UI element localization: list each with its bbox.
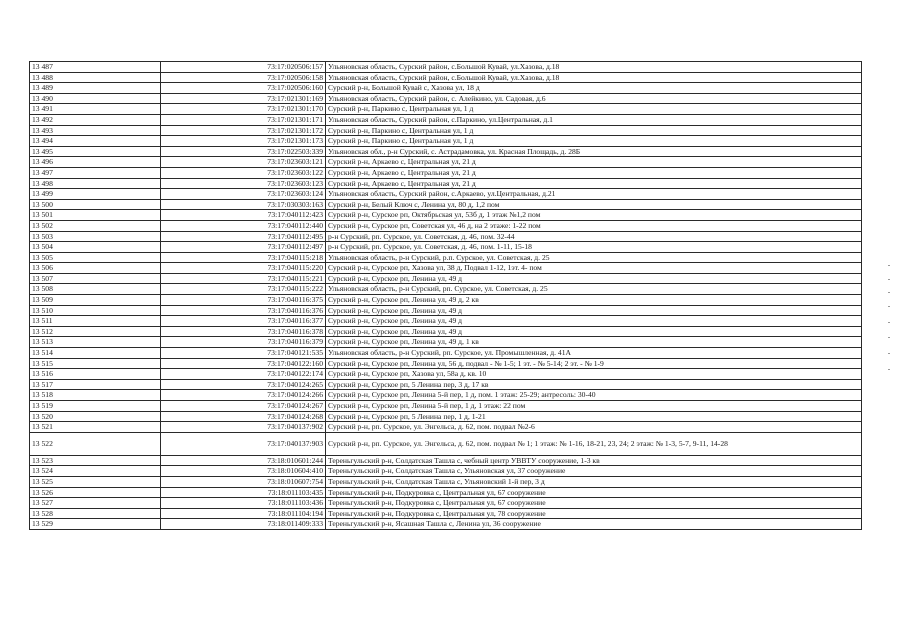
table-row	[30, 326, 862, 337]
record-number-cell: 13 499	[30, 189, 161, 200]
address-cell: Сурский р-н, Сурское рп, Ленина ул, 49 д, 1 кв	[326, 337, 862, 348]
address-cell: Ульяновская область, р-н Сурский, рп. Сурское, ул. Промышленная, д. 41А	[326, 348, 862, 359]
address-cell: Сурский р-н, Сурское рп, Хазова ул, 58а д, кв. 10	[326, 369, 862, 380]
cadastral-number-cell: 73:17:021301:169	[161, 93, 326, 104]
record-number-cell: 13 505	[30, 252, 161, 263]
cadastral-number-cell: 73:17:040116:378	[161, 326, 326, 337]
table-row	[30, 72, 862, 83]
record-number-cell: 13 506	[30, 263, 161, 274]
address-cell: Ульяновская область, Сурский район, с.Большой Кувай, ул.Хазова, д.18	[326, 72, 862, 83]
record-number-cell: 13 497	[30, 167, 161, 178]
record-number-cell: 13 523	[30, 455, 161, 466]
record-number-cell: 13 525	[30, 476, 161, 487]
table-row	[30, 348, 862, 359]
cadastral-number-cell: 73:17:023603:121	[161, 157, 326, 168]
cadastral-number-cell: 73:17:040124:266	[161, 390, 326, 401]
address-cell: Тереньгульский р-н, Подкуровка с, Центральная ул, 67 сооружение	[326, 498, 862, 509]
table-row	[30, 157, 862, 168]
table-row	[30, 466, 862, 477]
cadastral-number-cell: 73:17:040112:423	[161, 210, 326, 221]
property-register-table	[29, 61, 862, 530]
table-row	[30, 295, 862, 306]
address-cell: Сурский р-н, Сурское рп, Ленина ул, 49 д	[326, 326, 862, 337]
record-number-cell: 13 495	[30, 146, 161, 157]
address-cell: Сурский р-н, Сурское рп, Ленина 5-й пер, 1 д, пом. 1 этаж: 25-29; антресоль: 30-40	[326, 390, 862, 401]
record-number-cell: 13 487	[30, 62, 161, 73]
record-number-cell: 13 520	[30, 411, 161, 422]
address-cell: Тереньгульский р-н, Солдатская Ташла с, Ульяновский 1-й пер, 3 д	[326, 476, 862, 487]
cadastral-number-cell: 73:17:040115:221	[161, 273, 326, 284]
cadastral-number-cell: 73:17:023603:123	[161, 178, 326, 189]
record-number-cell: 13 498	[30, 178, 161, 189]
table-row	[30, 83, 862, 94]
table-row	[30, 411, 862, 422]
table-row	[30, 199, 862, 210]
record-number-cell: 13 513	[30, 337, 161, 348]
cadastral-number-cell: 73:17:030303:163	[161, 199, 326, 210]
cadastral-number-cell: 73:17:040137:902	[161, 422, 326, 433]
cadastral-number-cell: 73:17:021301:170	[161, 104, 326, 115]
cadastral-number-cell: 73:17:040122:160	[161, 358, 326, 369]
cadastral-number-cell: 73:17:040116:377	[161, 316, 326, 327]
address-cell: р-н Сурский, рп. Сурское, ул. Советская, д. 46, пом. 1-11, 15-18	[326, 242, 862, 253]
cadastral-number-cell: 73:17:040112:440	[161, 220, 326, 231]
table-row	[30, 62, 862, 73]
record-number-cell: 13 492	[30, 114, 161, 125]
address-cell: Сурский р-н, Сурское рп, Ленина ул, 49 д	[326, 273, 862, 284]
table-row	[30, 231, 862, 242]
address-cell: Ульяновская обл., р-н Сурский, с. Астрадамовка, ул. Красная Площадь, д. 28Б	[326, 146, 862, 157]
address-cell: Сурский р-н, Сурское рп, Ленина ул, 56 д, подвал - № 1-5; 1 эт. - № 5-14; 2 эт. - № 1-9	[326, 358, 862, 369]
address-cell: Сурский р-н, Сурское рп, 5 Ленина пер, 3 д, 17 кв	[326, 379, 862, 390]
address-cell: Сурский р-н, Сурское рп, Хазова ул, 38 д, Подвал 1-12, 1эт. 4- пом	[326, 263, 862, 274]
record-number-cell: 13 491	[30, 104, 161, 115]
cadastral-number-cell: 73:18:011103:435	[161, 487, 326, 498]
record-number-cell: 13 511	[30, 316, 161, 327]
record-number-cell: 13 490	[30, 93, 161, 104]
address-cell: Ульяновская область, р-н Сурский, рп. Сурское, ул. Советская, д. 25	[326, 284, 862, 295]
cadastral-number-cell: 73:17:040116:379	[161, 337, 326, 348]
address-cell: Сурский р-н, Паркино с, Центральная ул, 1 д	[326, 136, 862, 147]
record-number-cell: 13 508	[30, 284, 161, 295]
record-number-cell: 13 510	[30, 305, 161, 316]
address-cell: р-н Сурский, рп. Сурское, ул. Советская, д. 46, пом. 32-44	[326, 231, 862, 242]
cadastral-number-cell: 73:17:040137:903	[161, 432, 326, 455]
table-row	[30, 390, 862, 401]
cadastral-number-cell: 73:17:023603:122	[161, 167, 326, 178]
record-number-cell: 13 522	[30, 432, 161, 455]
table-row	[30, 178, 862, 189]
address-cell: Тереньгульский р-н, Ясашная Ташла с, Ленина ул, 36 сооружение	[326, 519, 862, 530]
address-cell: Сурский р-н, Аркаево с, Центральная ул, 21 д	[326, 157, 862, 168]
record-number-cell: 13 488	[30, 72, 161, 83]
table-row	[30, 337, 862, 348]
cadastral-number-cell: 73:18:010604:410	[161, 466, 326, 477]
record-number-cell: 13 524	[30, 466, 161, 477]
table-row	[30, 189, 862, 200]
cadastral-number-cell: 73:18:011103:436	[161, 498, 326, 509]
register-rows	[30, 62, 862, 530]
cadastral-number-cell: 73:17:040115:222	[161, 284, 326, 295]
cadastral-number-cell: 73:17:040122:174	[161, 369, 326, 380]
cadastral-number-cell: 73:18:011104:194	[161, 508, 326, 519]
table-row	[30, 358, 862, 369]
record-number-cell: 13 512	[30, 326, 161, 337]
table-row	[30, 125, 862, 136]
table-row	[30, 379, 862, 390]
cadastral-number-cell: 73:17:022503:339	[161, 146, 326, 157]
address-cell: Тереньгульский р-н, Подкуровка с, Центральная ул, 67 сооружение	[326, 487, 862, 498]
table-row	[30, 316, 862, 327]
address-cell: Сурский р-н, Сурское рп, Ленина 5-й пер, 1 д, 1 этаж: 22 пом	[326, 401, 862, 412]
address-cell: Сурский р-н, Сурское рп, Ленина ул, 49 д	[326, 316, 862, 327]
cadastral-number-cell: 73:17:040112:497	[161, 242, 326, 253]
table-row	[30, 220, 862, 231]
record-number-cell: 13 515	[30, 358, 161, 369]
address-cell: Ульяновская область, Сурский район, с.Большой Кувай, ул.Хазова, д.18	[326, 62, 862, 73]
table-row	[30, 242, 862, 253]
cadastral-number-cell: 73:17:040116:376	[161, 305, 326, 316]
table-row	[30, 104, 862, 115]
cadastral-number-cell: 73:17:040124:267	[161, 401, 326, 412]
cadastral-number-cell: 73:17:040115:220	[161, 263, 326, 274]
address-cell: Тереньгульский р-н, Солдатская Ташла с, Ульяновская ул, 37 сооружение	[326, 466, 862, 477]
table-row	[30, 146, 862, 157]
table-row	[30, 401, 862, 412]
record-number-cell: 13 496	[30, 157, 161, 168]
record-number-cell: 13 507	[30, 273, 161, 284]
table-row	[30, 284, 862, 295]
record-number-cell: 13 517	[30, 379, 161, 390]
cadastral-number-cell: 73:17:040124:265	[161, 379, 326, 390]
table-row	[30, 305, 862, 316]
record-number-cell: 13 494	[30, 136, 161, 147]
table-row	[30, 508, 862, 519]
table-row	[30, 487, 862, 498]
record-number-cell: 13 526	[30, 487, 161, 498]
record-number-cell: 13 500	[30, 199, 161, 210]
record-number-cell: 13 503	[30, 231, 161, 242]
address-cell: Ульяновская область, р-н Сурский, р.п. Сурское, ул. Советская, д. 25	[326, 252, 862, 263]
address-cell: Сурский р-н, Белый Ключ с, Ленина ул, 80 д, 1,2 пом	[326, 199, 862, 210]
table-row	[30, 114, 862, 125]
table-row	[30, 519, 862, 530]
address-cell: Сурский р-н, Аркаево с, Центральная ул, 21 д	[326, 167, 862, 178]
address-cell: Сурский р-н, Сурское рп, Ленина ул, 49 д	[326, 305, 862, 316]
cadastral-number-cell: 73:17:040124:268	[161, 411, 326, 422]
address-cell: Тереньгульский р-н, Солдатская Ташла с, чебный центр УВВТУ сооружение, 1-3 кв	[326, 455, 862, 466]
address-cell: Сурский р-н, Большой Кувай с, Хазова ул, 18 д	[326, 83, 862, 94]
cadastral-number-cell: 73:17:020506:160	[161, 83, 326, 94]
table-row	[30, 263, 862, 274]
table-row	[30, 252, 862, 263]
table-row	[30, 455, 862, 466]
cadastral-number-cell: 73:17:021301:173	[161, 136, 326, 147]
record-number-cell: 13 489	[30, 83, 161, 94]
address-cell: Сурский р-н, Сурское рп, Советская ул, 46 д, на 2 этаже: 1-22 пом	[326, 220, 862, 231]
cadastral-number-cell: 73:17:021301:172	[161, 125, 326, 136]
address-cell: Сурский р-н, Сурское рп, Ленина ул, 49 д, 2 кв	[326, 295, 862, 306]
address-cell: Сурский р-н, Аркаево с, Центральная ул, 21 д	[326, 178, 862, 189]
cadastral-number-cell: 73:17:021301:171	[161, 114, 326, 125]
table-row	[30, 422, 862, 433]
cadastral-number-cell: 73:17:040121:535	[161, 348, 326, 359]
cadastral-number-cell: 73:18:010607:754	[161, 476, 326, 487]
record-number-cell: 13 529	[30, 519, 161, 530]
record-number-cell: 13 509	[30, 295, 161, 306]
address-cell: Сурский р-н, Паркино с, Центральная ул, 1 д	[326, 125, 862, 136]
address-cell: Сурский р-н, Сурское рп, Октябрьская ул, 53б д, 1 этаж №1,2 пом	[326, 210, 862, 221]
table-row	[30, 369, 862, 380]
address-cell: Сурский р-н, рп. Сурское, ул. Энгельса, д. 62, пом. подвал № 1; 1 этаж: № 1-16, 18-21, 23, 24; 2 этаж: № 1-3, 5-7, 9-11, 14-28	[326, 432, 862, 455]
record-number-cell: 13 518	[30, 390, 161, 401]
record-number-cell: 13 528	[30, 508, 161, 519]
table-row	[30, 93, 862, 104]
record-number-cell: 13 527	[30, 498, 161, 509]
cadastral-number-cell: 73:17:040116:375	[161, 295, 326, 306]
table-row	[30, 432, 862, 455]
record-number-cell: 13 502	[30, 220, 161, 231]
address-cell: Ульяновская область, Сурский район, с.Аркаево, ул.Центральная, д.21	[326, 189, 862, 200]
table-row	[30, 167, 862, 178]
table-row	[30, 273, 862, 284]
address-cell: Ульяновская область, Сурский район, с.Паркино, ул.Центральная, д.1	[326, 114, 862, 125]
record-number-cell: 13 519	[30, 401, 161, 412]
record-number-cell: 13 521	[30, 422, 161, 433]
record-number-cell: 13 501	[30, 210, 161, 221]
cadastral-number-cell: 73:17:040115:218	[161, 252, 326, 263]
address-cell: Сурский р-н, Паркино с, Центральная ул, 1 д	[326, 104, 862, 115]
record-number-cell: 13 493	[30, 125, 161, 136]
address-cell: Тереньгульский р-н, Подкуровка с, Центральная ул, 78 сооружение	[326, 508, 862, 519]
cadastral-number-cell: 73:17:040112:495	[161, 231, 326, 242]
record-number-cell: 13 514	[30, 348, 161, 359]
address-cell: Сурский р-н, Сурское рп, 5 Ленина пер, 1 д, 1-21	[326, 411, 862, 422]
cadastral-number-cell: 73:18:011409:333	[161, 519, 326, 530]
table-row	[30, 476, 862, 487]
cadastral-number-cell: 73:17:020506:158	[161, 72, 326, 83]
cadastral-number-cell: 73:17:020506:157	[161, 62, 326, 73]
table-row	[30, 136, 862, 147]
address-cell: Сурский р-н, рп. Сурское, ул. Энгельса, д. 62, пом. подвал №2-6	[326, 422, 862, 433]
record-number-cell: 13 516	[30, 369, 161, 380]
cadastral-number-cell: 73:18:010601:244	[161, 455, 326, 466]
table-row	[30, 498, 862, 509]
cadastral-number-cell: 73:17:023603:124	[161, 189, 326, 200]
address-cell: Ульяновская область, Сурский район, с. Алейкино, ул. Садовая, д.6	[326, 93, 862, 104]
table-row	[30, 210, 862, 221]
record-number-cell: 13 504	[30, 242, 161, 253]
scan-artifact-marks	[888, 265, 894, 375]
